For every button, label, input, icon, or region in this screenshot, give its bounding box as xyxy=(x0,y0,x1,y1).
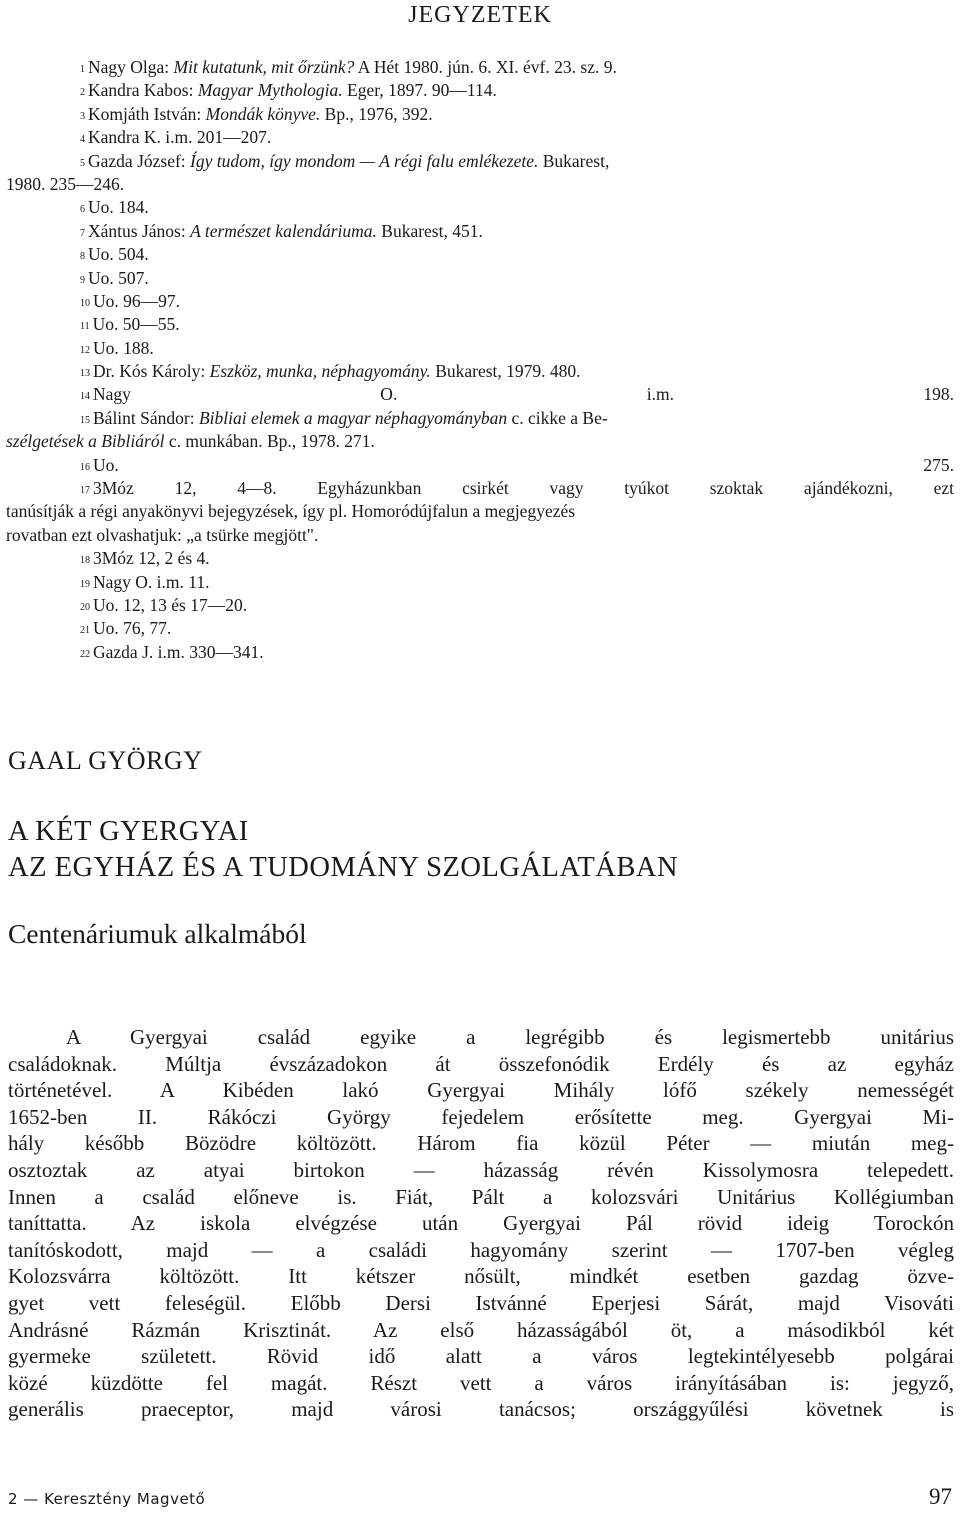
footnote-text: 3Móz 12, 2 és 4. xyxy=(93,548,210,569)
footnote-text: Bálint Sándor: xyxy=(93,407,199,428)
footnote-text: Uo. 504. xyxy=(88,244,149,265)
footnote-number: 16 xyxy=(80,461,90,473)
footnote-number: 11 xyxy=(80,321,90,333)
page-number: 97 xyxy=(929,1484,952,1509)
body-line: osztoztak az atyai birtokon — házasság révén Kissolymosra telepedett. xyxy=(8,1157,954,1182)
footnote-text: Így tudom, így mondom — A régi falu emlékezete. xyxy=(190,150,539,171)
article-author: GAAL GYÖRGY xyxy=(8,746,203,775)
body-line: 1652-ben II. Rákóczi György fejedelem erősítette meg. Gyergyai Mi- xyxy=(8,1104,954,1129)
footnotes-list xyxy=(6,56,954,664)
footnote-number: 5 xyxy=(80,157,85,169)
footnote-number: 18 xyxy=(80,555,90,567)
footnote-text: Kandra K. i.m. 201—207. xyxy=(88,127,272,148)
footnote-number: 3 xyxy=(80,110,85,122)
footnote-text: Bukarest, 1979. 480. xyxy=(430,361,581,382)
footnote-text: Bukarest, xyxy=(538,150,610,171)
footnote-number: 6 xyxy=(80,204,85,216)
footnote-line xyxy=(6,103,954,126)
body-line: A Gyergyai család egyike a legrégibb és legismertebb unitárius xyxy=(66,1025,954,1049)
footnote-number: 22 xyxy=(80,648,90,660)
article-body xyxy=(8,1024,954,1423)
footnote-line xyxy=(6,641,954,664)
footnote-text: rovatban ezt olvashatjuk: „a tsürke megjött". xyxy=(6,524,319,545)
footnote-number: 4 xyxy=(80,134,85,146)
body-line: történetével. A Kibéden lakó Gyergyai Mihály lófő székely nemességét xyxy=(8,1078,954,1103)
footnote-text: Uo. 188. xyxy=(93,337,154,358)
body-line: gyet vett feleségül. Előbb Dersi Istvánné Eperjesi Sárát, majd Visováti xyxy=(8,1290,954,1315)
footnote-text: Komjáth István: xyxy=(88,103,206,124)
footnote-line xyxy=(6,571,954,594)
footnote-number: 7 xyxy=(80,227,85,239)
footnote-line xyxy=(6,220,954,243)
page-heading: JEGYZETEK xyxy=(408,2,552,28)
footnote-text: Kandra Kabos: xyxy=(88,80,198,101)
footnote-text: c. munkában. Bp., 1978. 271. xyxy=(164,431,375,452)
footnote-text: Bp., 1976, 392. xyxy=(320,103,433,124)
footnote-number: 14 xyxy=(80,391,90,403)
footnote-text: 1980. 235—246. xyxy=(6,173,125,194)
footnote-number: 19 xyxy=(80,578,90,590)
footnote-line xyxy=(6,196,954,219)
footnote-text: Uo. 275. xyxy=(93,454,954,475)
footnote-number: 9 xyxy=(80,274,85,286)
footnote-text: c. cikke a Be- xyxy=(507,407,608,428)
footnote-line xyxy=(6,79,954,102)
footnote-text: Uo. 50—55. xyxy=(92,314,180,335)
footnote-text: Uo. 184. xyxy=(88,197,149,218)
body-line: Innen a család előneve is. Fiát, Pált a kolozsvári Unitárius Kollégiumban xyxy=(8,1184,954,1209)
footnote-text: A Hét 1980. jún. 6. XI. évf. 23. sz. 9. xyxy=(354,57,617,77)
footnote-number: 20 xyxy=(80,601,90,613)
footnote-line xyxy=(6,313,954,336)
body-line: taníttatta. Az iskola elvégzése után Gyergyai Pál rövid ideig Torockón xyxy=(8,1211,954,1236)
footnote-text: Eszköz, munka, néphagyomány. xyxy=(209,361,431,382)
footnote-number: 15 xyxy=(80,414,90,426)
footnote-number: 2 xyxy=(80,87,85,99)
body-line: tanítóskodott, majd — a családi hagyomány szerint — 1707-ben végleg xyxy=(8,1237,954,1262)
article-title-line-2: AZ EGYHÁZ ÉS A TUDOMÁNY SZOLGÁLATÁBAN xyxy=(8,852,679,883)
footnote-line xyxy=(6,430,954,453)
footnote-text: Mit kutatunk, mit őrzünk? xyxy=(173,57,355,77)
footnote-text: Nagy O. i.m. 198. xyxy=(93,384,954,405)
footnote-line xyxy=(6,290,954,313)
footnote-text: Bibliai elemek a magyar néphagyományban xyxy=(198,407,508,428)
footnote-text: Magyar Mythologia. xyxy=(197,80,343,101)
footnote-line xyxy=(6,407,954,430)
footnote-number: 1 xyxy=(80,64,85,75)
footnote-text: Bukarest, 451. xyxy=(376,220,483,241)
footnote-line xyxy=(6,173,954,196)
footnote-line xyxy=(6,500,954,523)
footnote-text: Dr. Kós Károly: xyxy=(93,361,210,382)
footnote-line xyxy=(6,524,954,547)
footnote-text: Nagy O. i.m. 11. xyxy=(93,571,210,592)
footnote-line xyxy=(6,150,954,173)
footnote-line xyxy=(6,337,954,360)
footnote-line xyxy=(6,383,954,406)
footnote-text: Nagy Olga: xyxy=(88,57,174,77)
footnote-text: Uo. 12, 13 és 17—20. xyxy=(93,594,248,615)
footnote-number: 12 xyxy=(80,344,90,356)
body-line: Andrásné Rázmán Krisztinát. Az első házasságából öt, a másodikból két xyxy=(8,1317,954,1342)
article-title xyxy=(8,814,678,886)
footnote-number: 13 xyxy=(80,368,90,380)
footnote-number: 8 xyxy=(80,251,85,263)
footnote-text: Xántus János: xyxy=(88,220,191,241)
footnote-text: Uo. 76, 77. xyxy=(93,618,172,639)
article-subtitle: Centenáriumuk alkalmából xyxy=(8,918,307,949)
footnote-text: A természet kalendáriuma. xyxy=(190,220,377,241)
footnote-line xyxy=(6,126,954,149)
footer-journal-name: 2 — Keresztény Magvető xyxy=(8,1490,206,1508)
footnote-line xyxy=(6,454,954,477)
footnote-line xyxy=(6,477,954,500)
footnote-text: szélgetések a Bibliáról xyxy=(6,431,165,452)
footnote-line xyxy=(6,547,954,570)
footnote-number: 10 xyxy=(80,297,90,309)
body-line: gyermeke született. Rövid idő alatt a város legtekintélyesebb polgárai xyxy=(8,1344,954,1369)
footnote-number: 21 xyxy=(80,625,90,637)
footnote-line xyxy=(6,243,954,266)
footnote-text: Eger, 1897. 90—114. xyxy=(342,80,497,101)
footnote-text: Uo. 96—97. xyxy=(93,290,181,311)
footnote-line xyxy=(6,360,954,383)
body-line: generális praeceptor, majd városi tanácsos; országgyűlési követnek is xyxy=(8,1397,954,1422)
footnote-text: Gazda József: xyxy=(88,150,191,171)
body-line: Kolozsvárra költözött. Itt kétszer nősült, mindkét esetben gazdag özve- xyxy=(8,1264,954,1289)
article-title-line-1: A KÉT GYERGYAI xyxy=(8,816,249,847)
footnote-line xyxy=(6,267,954,290)
footnote-text: tanúsítják a régi anyakönyvi bejegyzések, így pl. Homoródújfalun a megjegyezés xyxy=(6,501,576,522)
body-line: közé küzdötte fel magát. Részt vett a város irányításában is: jegyző, xyxy=(8,1370,954,1395)
footnote-text: Mondák könyve. xyxy=(205,103,321,124)
footnote-line xyxy=(6,56,954,79)
footnote-line xyxy=(6,617,954,640)
footnote-number: 17 xyxy=(80,485,90,497)
body-line: hály később Bözödre költözött. Három fia közül Péter — miután meg- xyxy=(8,1131,954,1156)
body-line: családoknak. Múltja évszázadokon át összefonódik Erdély és az egyház xyxy=(8,1051,954,1076)
footnote-text: Gazda J. i.m. 330—341. xyxy=(93,641,264,662)
footnote-text: 3Móz 12, 4—8. Egyházunkban csirkét vagy tyúkot szoktak ajándékozni, ezt xyxy=(93,478,954,499)
footnote-text: Uo. 507. xyxy=(88,267,149,288)
footnote-line xyxy=(6,594,954,617)
